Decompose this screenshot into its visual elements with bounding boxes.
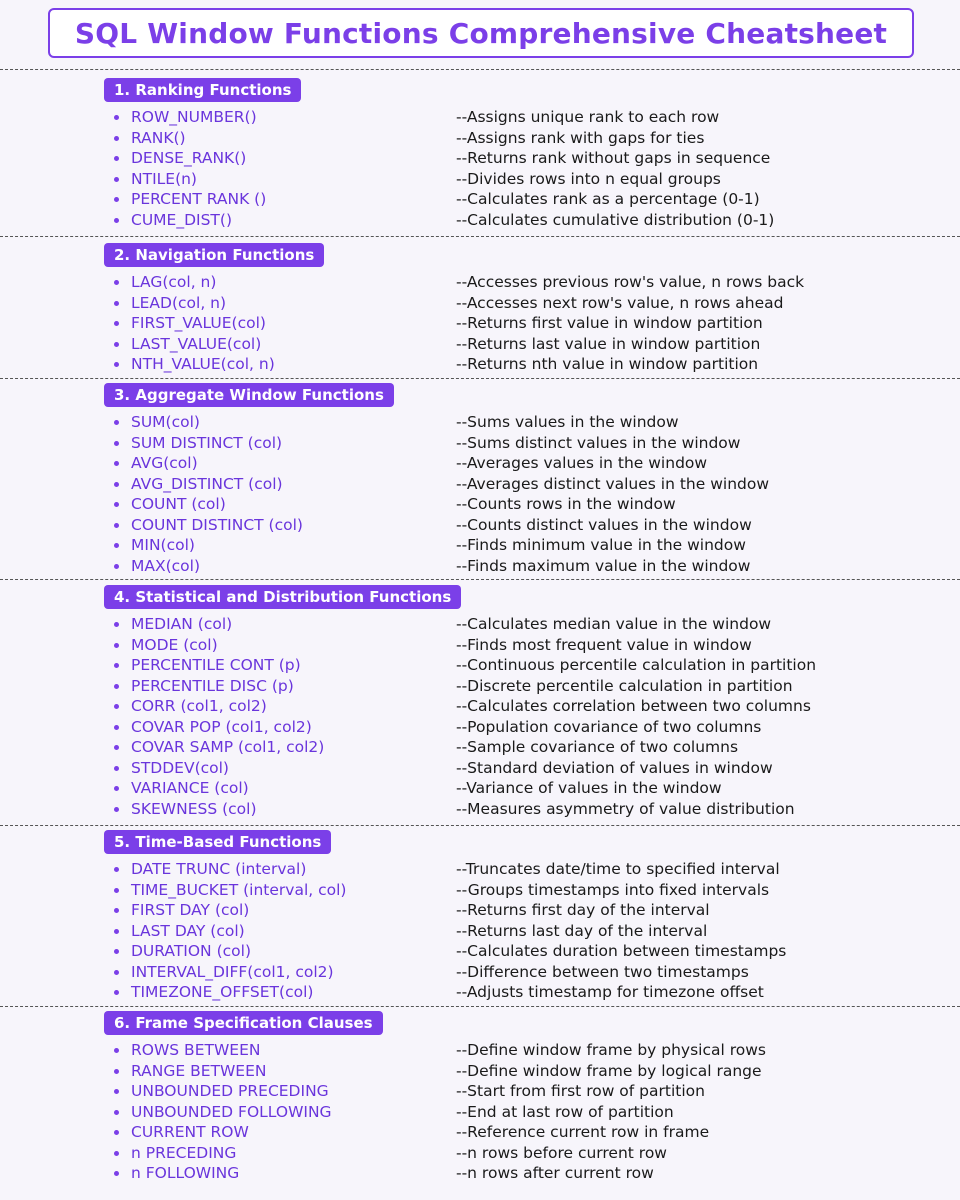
function-description: --Standard deviation of values in window (456, 758, 773, 777)
bullet-icon (114, 1130, 119, 1135)
list-item (0, 696, 960, 717)
bullet-icon (114, 929, 119, 934)
list-item (0, 1061, 960, 1082)
function-name: MEDIAN (col) (131, 615, 233, 633)
list-item (0, 859, 960, 880)
bullet-icon (114, 420, 119, 425)
bullet-icon (114, 177, 119, 182)
section-divider (0, 579, 960, 580)
function-description: --Assigns rank with gaps for ties (456, 128, 705, 147)
function-description: --Finds maximum value in the window (456, 556, 751, 575)
list-item (0, 412, 960, 433)
bullet-icon (114, 867, 119, 872)
bullet-icon (114, 622, 119, 627)
bullet-icon (114, 1151, 119, 1156)
function-name: AVG(col) (131, 454, 198, 472)
list-item (0, 1102, 960, 1123)
function-list (0, 107, 960, 230)
function-description: --Returns nth value in window partition (456, 355, 759, 373)
list-item (0, 1122, 960, 1143)
list-item (0, 107, 960, 128)
function-name: DATE TRUNC (interval) (131, 860, 307, 878)
function-description: --Discrete percentile calculation in partition (456, 676, 793, 695)
list-item (0, 272, 960, 293)
function-name: COUNT (col) (131, 495, 226, 513)
function-description: --Counts distinct values in the window (456, 515, 752, 534)
function-description: --Sums values in the window (456, 413, 679, 431)
section-divider (0, 236, 960, 237)
function-description: --Averages values in the window (456, 454, 708, 472)
function-name: COVAR SAMP (col1, col2) (131, 738, 325, 756)
list-item (0, 189, 960, 210)
list-item (0, 962, 960, 983)
bullet-icon (114, 704, 119, 709)
list-item (0, 1081, 960, 1102)
function-description: --Finds minimum value in the window (456, 536, 746, 554)
bullet-icon (114, 321, 119, 326)
function-description: --Reference current row in frame (456, 1123, 710, 1141)
list-item (0, 778, 960, 799)
function-description: --n rows before current row (456, 1143, 667, 1162)
function-description: --Define window frame by logical range (456, 1061, 762, 1080)
function-name: ROWS BETWEEN (131, 1041, 261, 1059)
section-divider (0, 378, 960, 379)
function-description: --Calculates rank as a percentage (0-1) (456, 190, 760, 208)
bullet-icon (114, 1171, 119, 1176)
function-list (0, 1040, 960, 1184)
function-list (0, 272, 960, 375)
bullet-icon (114, 745, 119, 750)
section-header: 4. Statistical and Distribution Functions (104, 585, 461, 609)
list-item (0, 941, 960, 962)
bullet-icon (114, 786, 119, 791)
list-item (0, 334, 960, 355)
list-item (0, 354, 960, 375)
bullet-icon (114, 1069, 119, 1074)
bullet-icon (114, 908, 119, 913)
function-name: RANGE BETWEEN (131, 1061, 267, 1080)
function-description: --Counts rows in the window (456, 495, 676, 513)
list-item (0, 556, 960, 577)
function-name: SUM(col) (131, 413, 200, 431)
function-name: LAST DAY (col) (131, 921, 245, 940)
list-item (0, 293, 960, 314)
function-description: --Groups timestamps into fixed intervals (456, 880, 770, 899)
function-description: --Divides rows into n equal groups (456, 169, 721, 188)
function-name: PERCENT RANK () (131, 190, 267, 208)
list-item (0, 128, 960, 149)
list-item (0, 515, 960, 536)
function-description: --Start from first row of partition (456, 1082, 705, 1100)
list-item (0, 1040, 960, 1061)
bullet-icon (114, 970, 119, 975)
function-description: --Returns first value in window partition (456, 314, 763, 332)
bullet-icon (114, 725, 119, 730)
list-item (0, 494, 960, 515)
bullet-icon (114, 301, 119, 306)
function-description: --Calculates cumulative distribution (0-1) (456, 210, 775, 229)
section-divider (0, 69, 960, 70)
function-name: DENSE_RANK() (131, 149, 247, 167)
function-description: --Population covariance of two columns (456, 717, 762, 736)
section-divider (0, 1006, 960, 1007)
list-item (0, 169, 960, 190)
function-name: MODE (col) (131, 635, 218, 654)
function-description: --Sample covariance of two columns (456, 738, 739, 756)
list-item (0, 758, 960, 779)
bullet-icon (114, 197, 119, 202)
list-item (0, 453, 960, 474)
section-divider (0, 825, 960, 826)
bullet-icon (114, 482, 119, 487)
function-name: AVG_DISTINCT (col) (131, 474, 283, 493)
function-name: LEAD(col, n) (131, 293, 227, 312)
function-name: n PRECEDING (131, 1143, 237, 1162)
list-item (0, 655, 960, 676)
bullet-icon (114, 543, 119, 548)
function-name: PERCENTILE CONT (p) (131, 656, 301, 674)
section-header: 2. Navigation Functions (104, 243, 324, 267)
section-header: 1. Ranking Functions (104, 78, 301, 102)
function-name: STDDEV(col) (131, 758, 229, 777)
page-title: SQL Window Functions Comprehensive Cheatsheet (74, 16, 888, 50)
function-description: --Accesses previous row's value, n rows back (456, 273, 805, 291)
list-item (0, 717, 960, 738)
function-name: SUM DISTINCT (col) (131, 433, 283, 452)
function-name: TIME_BUCKET (interval, col) (131, 880, 347, 899)
bullet-icon (114, 156, 119, 161)
function-description: --Returns last value in window partition (456, 334, 761, 353)
bullet-icon (114, 564, 119, 569)
list-item (0, 433, 960, 454)
list-item (0, 900, 960, 921)
list-item (0, 210, 960, 231)
bullet-icon (114, 949, 119, 954)
function-description: --Calculates median value in the window (456, 615, 772, 633)
bullet-icon (114, 502, 119, 507)
function-name: RANK() (131, 128, 186, 147)
bullet-icon (114, 218, 119, 223)
function-description: --Variance of values in the window (456, 779, 722, 797)
bullet-icon (114, 1048, 119, 1053)
function-name: CORR (col1, col2) (131, 697, 267, 715)
list-item (0, 474, 960, 495)
function-name: SKEWNESS (col) (131, 799, 257, 818)
list-item (0, 1163, 960, 1184)
function-list (0, 859, 960, 1003)
bullet-icon (114, 888, 119, 893)
function-description: --Returns last day of the interval (456, 921, 708, 940)
bullet-icon (114, 136, 119, 141)
bullet-icon (114, 684, 119, 689)
list-item (0, 737, 960, 758)
function-description: --Continuous percentile calculation in partition (456, 656, 817, 674)
function-list (0, 412, 960, 576)
function-name: VARIANCE (col) (131, 779, 249, 797)
list-item (0, 921, 960, 942)
bullet-icon (114, 663, 119, 668)
function-description: --Define window frame by physical rows (456, 1041, 767, 1059)
function-name: UNBOUNDED FOLLOWING (131, 1102, 332, 1121)
function-name: DURATION (col) (131, 942, 251, 960)
function-description: --Adjusts timestamp for timezone offset (456, 983, 764, 1001)
function-description: --Truncates date/time to specified interval (456, 860, 780, 878)
bullet-icon (114, 280, 119, 285)
function-name: LAST_VALUE(col) (131, 334, 262, 353)
function-description: --Returns rank without gaps in sequence (456, 149, 771, 167)
function-description: --Accesses next row's value, n rows ahead (456, 293, 784, 312)
bullet-icon (114, 342, 119, 347)
list-item (0, 1143, 960, 1164)
function-description: --Calculates correlation between two columns (456, 697, 811, 715)
title-banner (48, 8, 914, 58)
function-name: LAG(col, n) (131, 273, 217, 291)
function-name: CUME_DIST() (131, 210, 232, 229)
function-description: --n rows after current row (456, 1164, 654, 1182)
function-list (0, 614, 960, 819)
bullet-icon (114, 807, 119, 812)
bullet-icon (114, 1110, 119, 1115)
bullet-icon (114, 643, 119, 648)
list-item (0, 676, 960, 697)
function-name: FIRST DAY (col) (131, 901, 250, 919)
function-name: INTERVAL_DIFF(col1, col2) (131, 962, 334, 981)
section-header: 5. Time-Based Functions (104, 830, 331, 854)
list-item (0, 982, 960, 1003)
bullet-icon (114, 990, 119, 995)
list-item (0, 635, 960, 656)
list-item (0, 313, 960, 334)
function-name: n FOLLOWING (131, 1164, 240, 1182)
function-name: ROW_NUMBER() (131, 108, 257, 126)
bullet-icon (114, 523, 119, 528)
function-description: --Averages distinct values in the window (456, 474, 770, 493)
function-description: --End at last row of partition (456, 1102, 674, 1121)
list-item (0, 535, 960, 556)
function-description: --Calculates duration between timestamps (456, 942, 787, 960)
function-description: --Assigns unique rank to each row (456, 108, 720, 126)
function-description: --Returns first day of the interval (456, 901, 710, 919)
function-name: UNBOUNDED PRECEDING (131, 1082, 329, 1100)
section-header: 3. Aggregate Window Functions (104, 383, 394, 407)
list-item (0, 880, 960, 901)
function-name: FIRST_VALUE(col) (131, 314, 266, 332)
function-description: --Difference between two timestamps (456, 962, 749, 981)
bullet-icon (114, 362, 119, 367)
function-description: --Measures asymmetry of value distribution (456, 799, 795, 818)
function-name: CURRENT ROW (131, 1123, 249, 1141)
function-name: COVAR POP (col1, col2) (131, 717, 312, 736)
bullet-icon (114, 115, 119, 120)
function-name: MIN(col) (131, 536, 195, 554)
function-name: NTILE(n) (131, 169, 197, 188)
section-header: 6. Frame Specification Clauses (104, 1011, 383, 1035)
function-description: --Sums distinct values in the window (456, 433, 741, 452)
bullet-icon (114, 766, 119, 771)
list-item (0, 148, 960, 169)
function-name: NTH_VALUE(col, n) (131, 355, 275, 373)
bullet-icon (114, 461, 119, 466)
function-name: MAX(col) (131, 556, 201, 575)
bullet-icon (114, 1089, 119, 1094)
list-item (0, 799, 960, 820)
list-item (0, 614, 960, 635)
function-name: TIMEZONE_OFFSET(col) (131, 983, 314, 1001)
function-description: --Finds most frequent value in window (456, 635, 752, 654)
function-name: PERCENTILE DISC (p) (131, 676, 294, 695)
bullet-icon (114, 441, 119, 446)
function-name: COUNT DISTINCT (col) (131, 515, 303, 534)
